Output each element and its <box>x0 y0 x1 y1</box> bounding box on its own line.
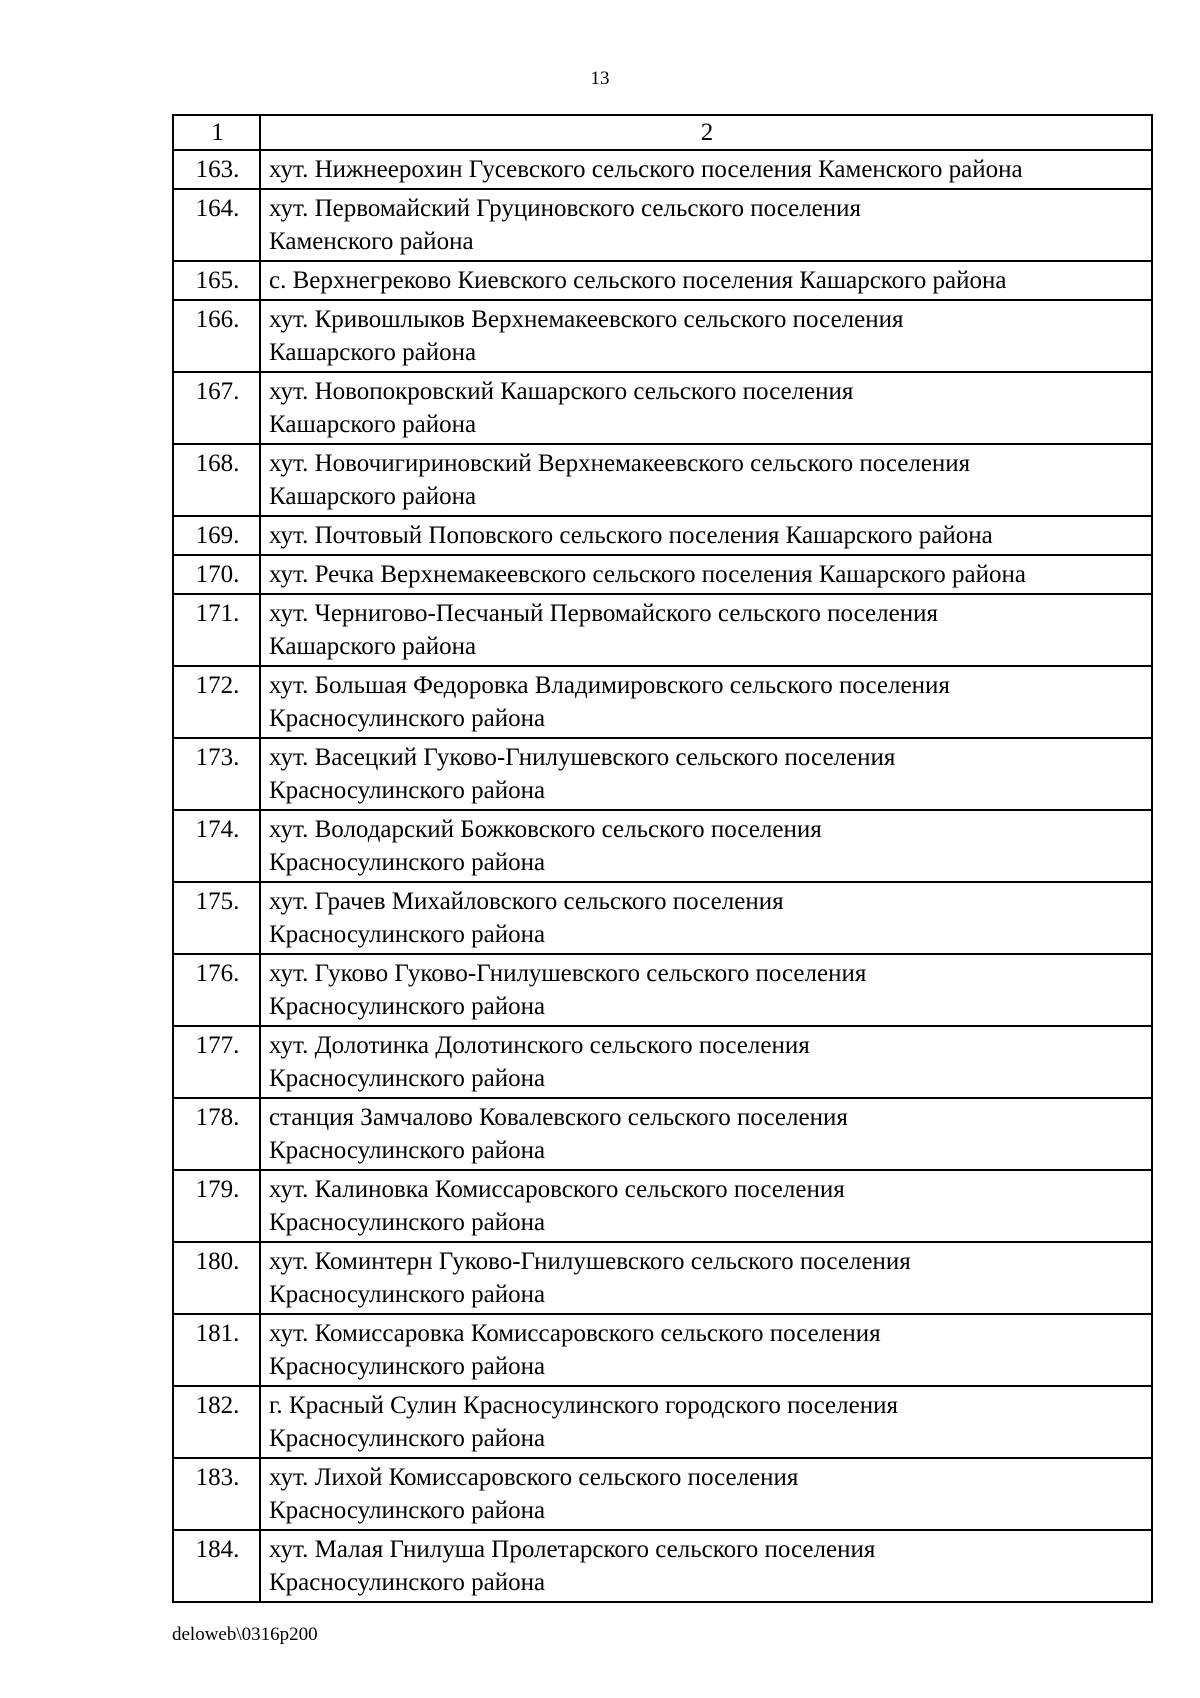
table-row <box>173 261 1152 300</box>
row-number: 175. <box>173 882 260 954</box>
row-number: 170. <box>173 555 260 594</box>
table-row <box>173 594 1152 666</box>
row-number: 179. <box>173 1170 260 1242</box>
table-header-row <box>173 115 1152 150</box>
settlement-name: хут. Большая Федоровка Владимировского сельского поселения Красносулинского района <box>260 666 1152 738</box>
row-number: 173. <box>173 738 260 810</box>
row-number: 183. <box>173 1458 260 1530</box>
settlement-name: станция Замчалово Ковалевского сельского поселения Красносулинского района <box>260 1098 1152 1170</box>
settlement-name: хут. Долотинка Долотинского сельского поселения Красносулинского района <box>260 1026 1152 1098</box>
table-row <box>173 954 1152 1026</box>
document-footer-path: deloweb\0316p200 <box>172 1624 318 1645</box>
table-row <box>173 1530 1152 1602</box>
settlements-table <box>172 114 1153 1603</box>
table-row <box>173 1098 1152 1170</box>
row-number: 176. <box>173 954 260 1026</box>
row-number: 169. <box>173 516 260 555</box>
row-number: 167. <box>173 372 260 444</box>
row-number: 166. <box>173 300 260 372</box>
table-row <box>173 516 1152 555</box>
table-row <box>173 444 1152 516</box>
settlement-name: хут. Володарский Божковского сельского поселения Красносулинского района <box>260 810 1152 882</box>
column-header-number: 1 <box>173 115 260 150</box>
row-number: 174. <box>173 810 260 882</box>
table-row <box>173 555 1152 594</box>
row-number: 177. <box>173 1026 260 1098</box>
table-row <box>173 1314 1152 1386</box>
table-row <box>173 738 1152 810</box>
settlement-name: хут. Чернигово-Песчаный Первомайского сельского поселения Кашарского района <box>260 594 1152 666</box>
settlement-name: хут. Малая Гнилуша Пролетарского сельского поселения Красносулинского района <box>260 1530 1152 1602</box>
table-row <box>173 1386 1152 1458</box>
settlement-name: хут. Гуково Гуково-Гнилушевского сельского поселения Красносулинского района <box>260 954 1152 1026</box>
row-number: 172. <box>173 666 260 738</box>
table-body <box>173 150 1152 1602</box>
table-row <box>173 810 1152 882</box>
settlement-name: г. Красный Сулин Красносулинского городского поселения Красносулинского района <box>260 1386 1152 1458</box>
row-number: 178. <box>173 1098 260 1170</box>
row-number: 163. <box>173 150 260 189</box>
table-row <box>173 1242 1152 1314</box>
settlement-name: хут. Комиссаровка Комиссаровского сельского поселения Красносулинского района <box>260 1314 1152 1386</box>
table-row <box>173 372 1152 444</box>
row-number: 171. <box>173 594 260 666</box>
settlement-name: хут. Нижнеерохин Гусевского сельского поселения Каменского района <box>260 150 1152 189</box>
settlement-name: хут. Васецкий Гуково-Гнилушевского сельского поселения Красносулинского района <box>260 738 1152 810</box>
row-number: 180. <box>173 1242 260 1314</box>
table-row <box>173 1458 1152 1530</box>
table-row <box>173 1026 1152 1098</box>
settlement-name: хут. Первомайский Груциновского сельского поселения Каменского района <box>260 189 1152 261</box>
settlement-name: хут. Калиновка Комиссаровского сельского поселения Красносулинского района <box>260 1170 1152 1242</box>
table-row <box>173 189 1152 261</box>
row-number: 182. <box>173 1386 260 1458</box>
row-number: 181. <box>173 1314 260 1386</box>
settlement-name: хут. Речка Верхнемакеевского сельского поселения Кашарского района <box>260 555 1152 594</box>
table-row <box>173 1170 1152 1242</box>
settlement-name: хут. Лихой Комиссаровского сельского поселения Красносулинского района <box>260 1458 1152 1530</box>
table-row <box>173 300 1152 372</box>
table-row <box>173 882 1152 954</box>
settlement-name: с. Верхнегреково Киевского сельского поселения Кашарского района <box>260 261 1152 300</box>
settlements-table-container <box>172 114 1151 1603</box>
table-row <box>173 666 1152 738</box>
page-number: 13 <box>590 68 610 89</box>
row-number: 165. <box>173 261 260 300</box>
table-row <box>173 150 1152 189</box>
row-number: 164. <box>173 189 260 261</box>
row-number: 184. <box>173 1530 260 1602</box>
row-number: 168. <box>173 444 260 516</box>
settlement-name: хут. Грачев Михайловского сельского поселения Красносулинского района <box>260 882 1152 954</box>
settlement-name: хут. Почтовый Поповского сельского поселения Кашарского района <box>260 516 1152 555</box>
settlement-name: хут. Коминтерн Гуково-Гнилушевского сельского поселения Красносулинского района <box>260 1242 1152 1314</box>
settlement-name: хут. Кривошлыков Верхнемакеевского сельского поселения Кашарского района <box>260 300 1152 372</box>
column-header-name: 2 <box>260 115 1152 150</box>
settlement-name: хут. Новопокровский Кашарского сельского поселения Кашарского района <box>260 372 1152 444</box>
settlement-name: хут. Новочигириновский Верхнемакеевского сельского поселения Кашарского района <box>260 444 1152 516</box>
